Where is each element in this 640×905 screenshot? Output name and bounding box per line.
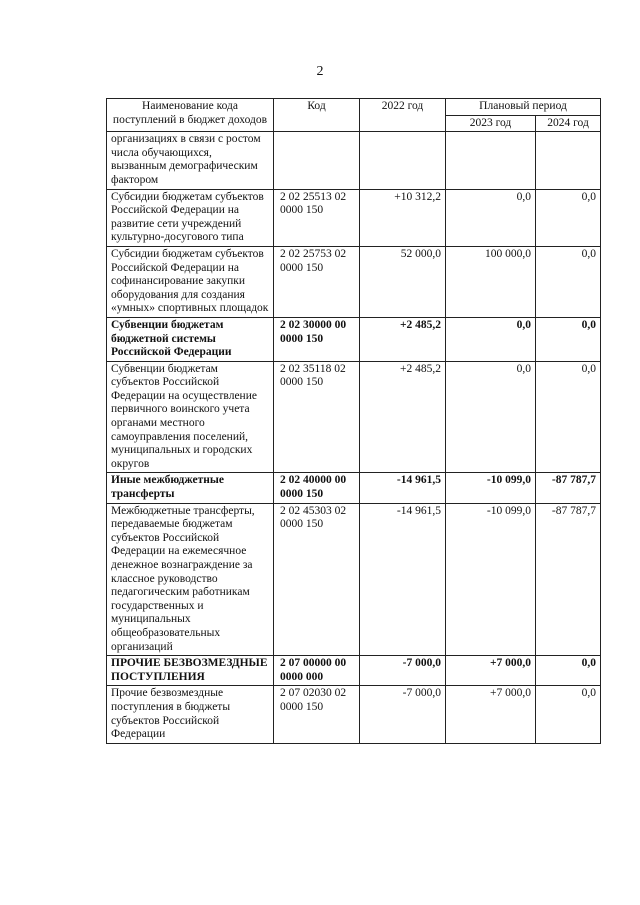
row-2023-cell: 0,0	[446, 317, 536, 361]
budget-table	[106, 98, 601, 744]
table-row	[107, 503, 601, 656]
row-2023-cell: -10 099,0	[446, 503, 536, 656]
header-planned-period: Плановый период	[446, 99, 601, 116]
row-2022-cell: +2 485,2	[360, 361, 446, 473]
table-row	[107, 317, 601, 361]
row-2022-cell: -14 961,5	[360, 503, 446, 656]
row-code-cell: 2 02 40000 00 0000 150	[274, 473, 360, 503]
row-2023-cell: 100 000,0	[446, 246, 536, 317]
row-2023-cell: +7 000,0	[446, 686, 536, 743]
table-row	[107, 246, 601, 317]
row-name-cell: Иные межбюджетные трансферты	[107, 473, 274, 503]
row-2023-cell	[446, 132, 536, 189]
row-code-cell: 2 02 45303 02 0000 150	[274, 503, 360, 656]
table-row	[107, 473, 601, 503]
row-2022-cell: -7 000,0	[360, 686, 446, 743]
row-2022-cell	[360, 132, 446, 189]
row-name-cell: Субвенции бюджетам субъектов Российской Федерации на осуществление первичного воинского учета органами местного самоуправления поселений, муниципальных и городских округов	[107, 361, 274, 473]
table-row	[107, 686, 601, 743]
row-2022-cell: +2 485,2	[360, 317, 446, 361]
header-code: Код	[274, 99, 360, 132]
row-code-cell: 2 02 25513 02 0000 150	[274, 189, 360, 246]
row-name-cell: Субсидии бюджетам субъектов Российской Федерации на развитие сети учреждений культурно-досугового типа	[107, 189, 274, 246]
row-2022-cell: -7 000,0	[360, 656, 446, 686]
row-2024-cell: 0,0	[536, 189, 601, 246]
header-row	[107, 99, 601, 116]
row-code-cell	[274, 132, 360, 189]
table-row	[107, 132, 601, 189]
row-name-cell: Субсидии бюджетам субъектов Российской Федерации на софинансирование закупки оборудования для создания «умных» спортивных площадок	[107, 246, 274, 317]
row-2023-cell: 0,0	[446, 361, 536, 473]
row-name-cell: Межбюджетные трансферты, передаваемые бюджетам субъектов Российской Федерации на ежемесячное денежное вознаграждение за классное руководство педагогическим работникам государственных и муниципальных общеобразовательных организаций	[107, 503, 274, 656]
row-2024-cell: -87 787,7	[536, 473, 601, 503]
header-2023: 2023 год	[446, 115, 536, 132]
table-row	[107, 189, 601, 246]
header-2024: 2024 год	[536, 115, 601, 132]
row-2024-cell: 0,0	[536, 656, 601, 686]
row-2023-cell: 0,0	[446, 189, 536, 246]
row-2024-cell: 0,0	[536, 317, 601, 361]
row-2024-cell: 0,0	[536, 686, 601, 743]
row-code-cell: 2 07 02030 02 0000 150	[274, 686, 360, 743]
row-2023-cell: +7 000,0	[446, 656, 536, 686]
table-body	[107, 132, 601, 744]
table-row	[107, 361, 601, 473]
row-2024-cell: 0,0	[536, 361, 601, 473]
row-name-cell: Прочие безвозмездные поступления в бюджеты субъектов Российской Федерации	[107, 686, 274, 743]
row-name-cell: Субвенции бюджетам бюджетной системы Российской Федерации	[107, 317, 274, 361]
header-name: Наименование кода поступлений в бюджет доходов	[107, 99, 274, 132]
row-2024-cell: -87 787,7	[536, 503, 601, 656]
row-name-cell: ПРОЧИЕ БЕЗВОЗМЕЗДНЫЕ ПОСТУПЛЕНИЯ	[107, 656, 274, 686]
row-2023-cell: -10 099,0	[446, 473, 536, 503]
row-name-cell: организациях в связи с ростом числа обучающихся, вызванным демографическим фактором	[107, 132, 274, 189]
row-code-cell: 2 07 00000 00 0000 000	[274, 656, 360, 686]
row-code-cell: 2 02 30000 00 0000 150	[274, 317, 360, 361]
row-2022-cell: +10 312,2	[360, 189, 446, 246]
row-2022-cell: -14 961,5	[360, 473, 446, 503]
row-2024-cell	[536, 132, 601, 189]
header-2022: 2022 год	[360, 99, 446, 132]
row-code-cell: 2 02 35118 02 0000 150	[274, 361, 360, 473]
row-2024-cell: 0,0	[536, 246, 601, 317]
row-code-cell: 2 02 25753 02 0000 150	[274, 246, 360, 317]
table-row	[107, 656, 601, 686]
page-number: 2	[316, 64, 324, 79]
row-2022-cell: 52 000,0	[360, 246, 446, 317]
